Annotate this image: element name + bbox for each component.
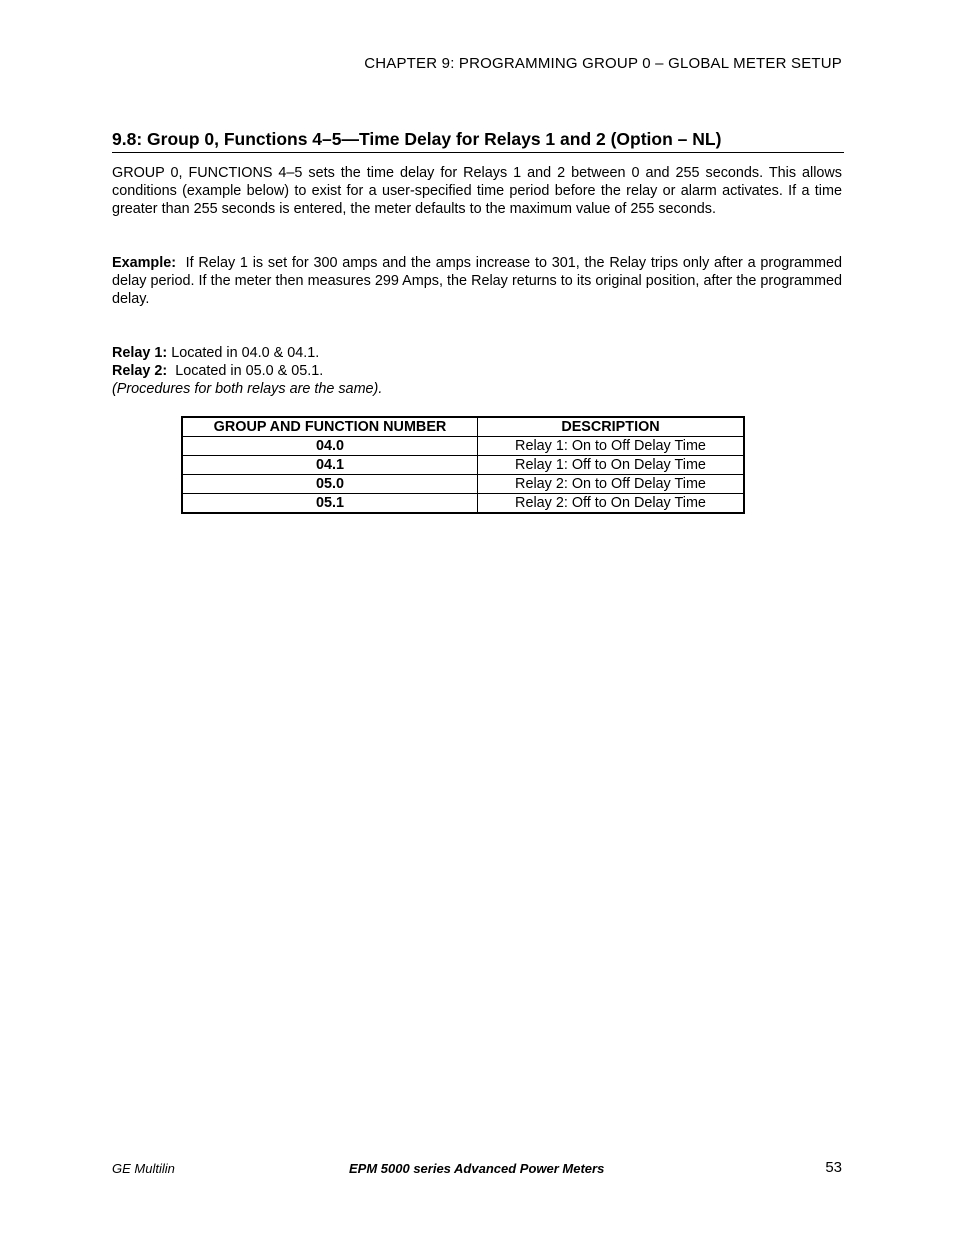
chapter-header: CHAPTER 9: PROGRAMMING GROUP 0 – GLOBAL METER SETUP: [364, 55, 842, 72]
example-label: Example:: [112, 255, 176, 271]
relay-info: [112, 344, 382, 398]
function-description: Relay 1: Off to On Delay Time: [478, 456, 745, 475]
table-row: [182, 475, 744, 494]
function-number: 04.1: [182, 456, 478, 475]
function-description: Relay 1: On to Off Delay Time: [478, 437, 745, 456]
example-text: If Relay 1 is set for 300 amps and the amps increase to 301, the Relay trips only after a programmed delay period. If the meter then measures 299 Amps, the Relay returns to its original position, after the programmed delay.: [112, 255, 842, 307]
footer-product: EPM 5000 series Advanced Power Meters: [349, 1161, 605, 1176]
table-row: [182, 494, 744, 514]
section-title: 9.8: Group 0, Functions 4–5—Time Delay for Relays 1 and 2 (Option – NL): [112, 129, 844, 153]
intro-paragraph: GROUP 0, FUNCTIONS 4–5 sets the time delay for Relays 1 and 2 between 0 and 255 seconds. This allows conditions (example below) to exist for a user-specified time period before the relay or alarm activates. If a time greater than 255 seconds is entered, the meter defaults to the maximum value of 255 seconds.: [112, 165, 842, 217]
relay1-label: Relay 1:: [112, 345, 168, 361]
column-header-number: GROUP AND FUNCTION NUMBER: [182, 417, 478, 437]
function-description: Relay 2: Off to On Delay Time: [478, 494, 745, 514]
function-description: Relay 2: On to Off Delay Time: [478, 475, 745, 494]
relay2-line: [112, 362, 382, 380]
function-table: [181, 416, 745, 514]
function-number: 05.1: [182, 494, 478, 514]
function-number: 04.0: [182, 437, 478, 456]
example-paragraph: [112, 254, 842, 308]
relay2-text: Located in 05.0 & 05.1.: [175, 363, 324, 379]
column-header-description: DESCRIPTION: [478, 417, 745, 437]
page-number: 53: [825, 1159, 842, 1176]
table-header-row: [182, 417, 744, 437]
table-row: [182, 456, 744, 475]
footer-company: GE Multilin: [112, 1161, 175, 1176]
table-row: [182, 437, 744, 456]
relay1-line: [112, 344, 382, 362]
relay1-text: Located in 04.0 & 04.1.: [171, 345, 320, 361]
function-number: 05.0: [182, 475, 478, 494]
relay2-label: Relay 2:: [112, 363, 168, 379]
relay-note: (Procedures for both relays are the same).: [112, 381, 383, 397]
